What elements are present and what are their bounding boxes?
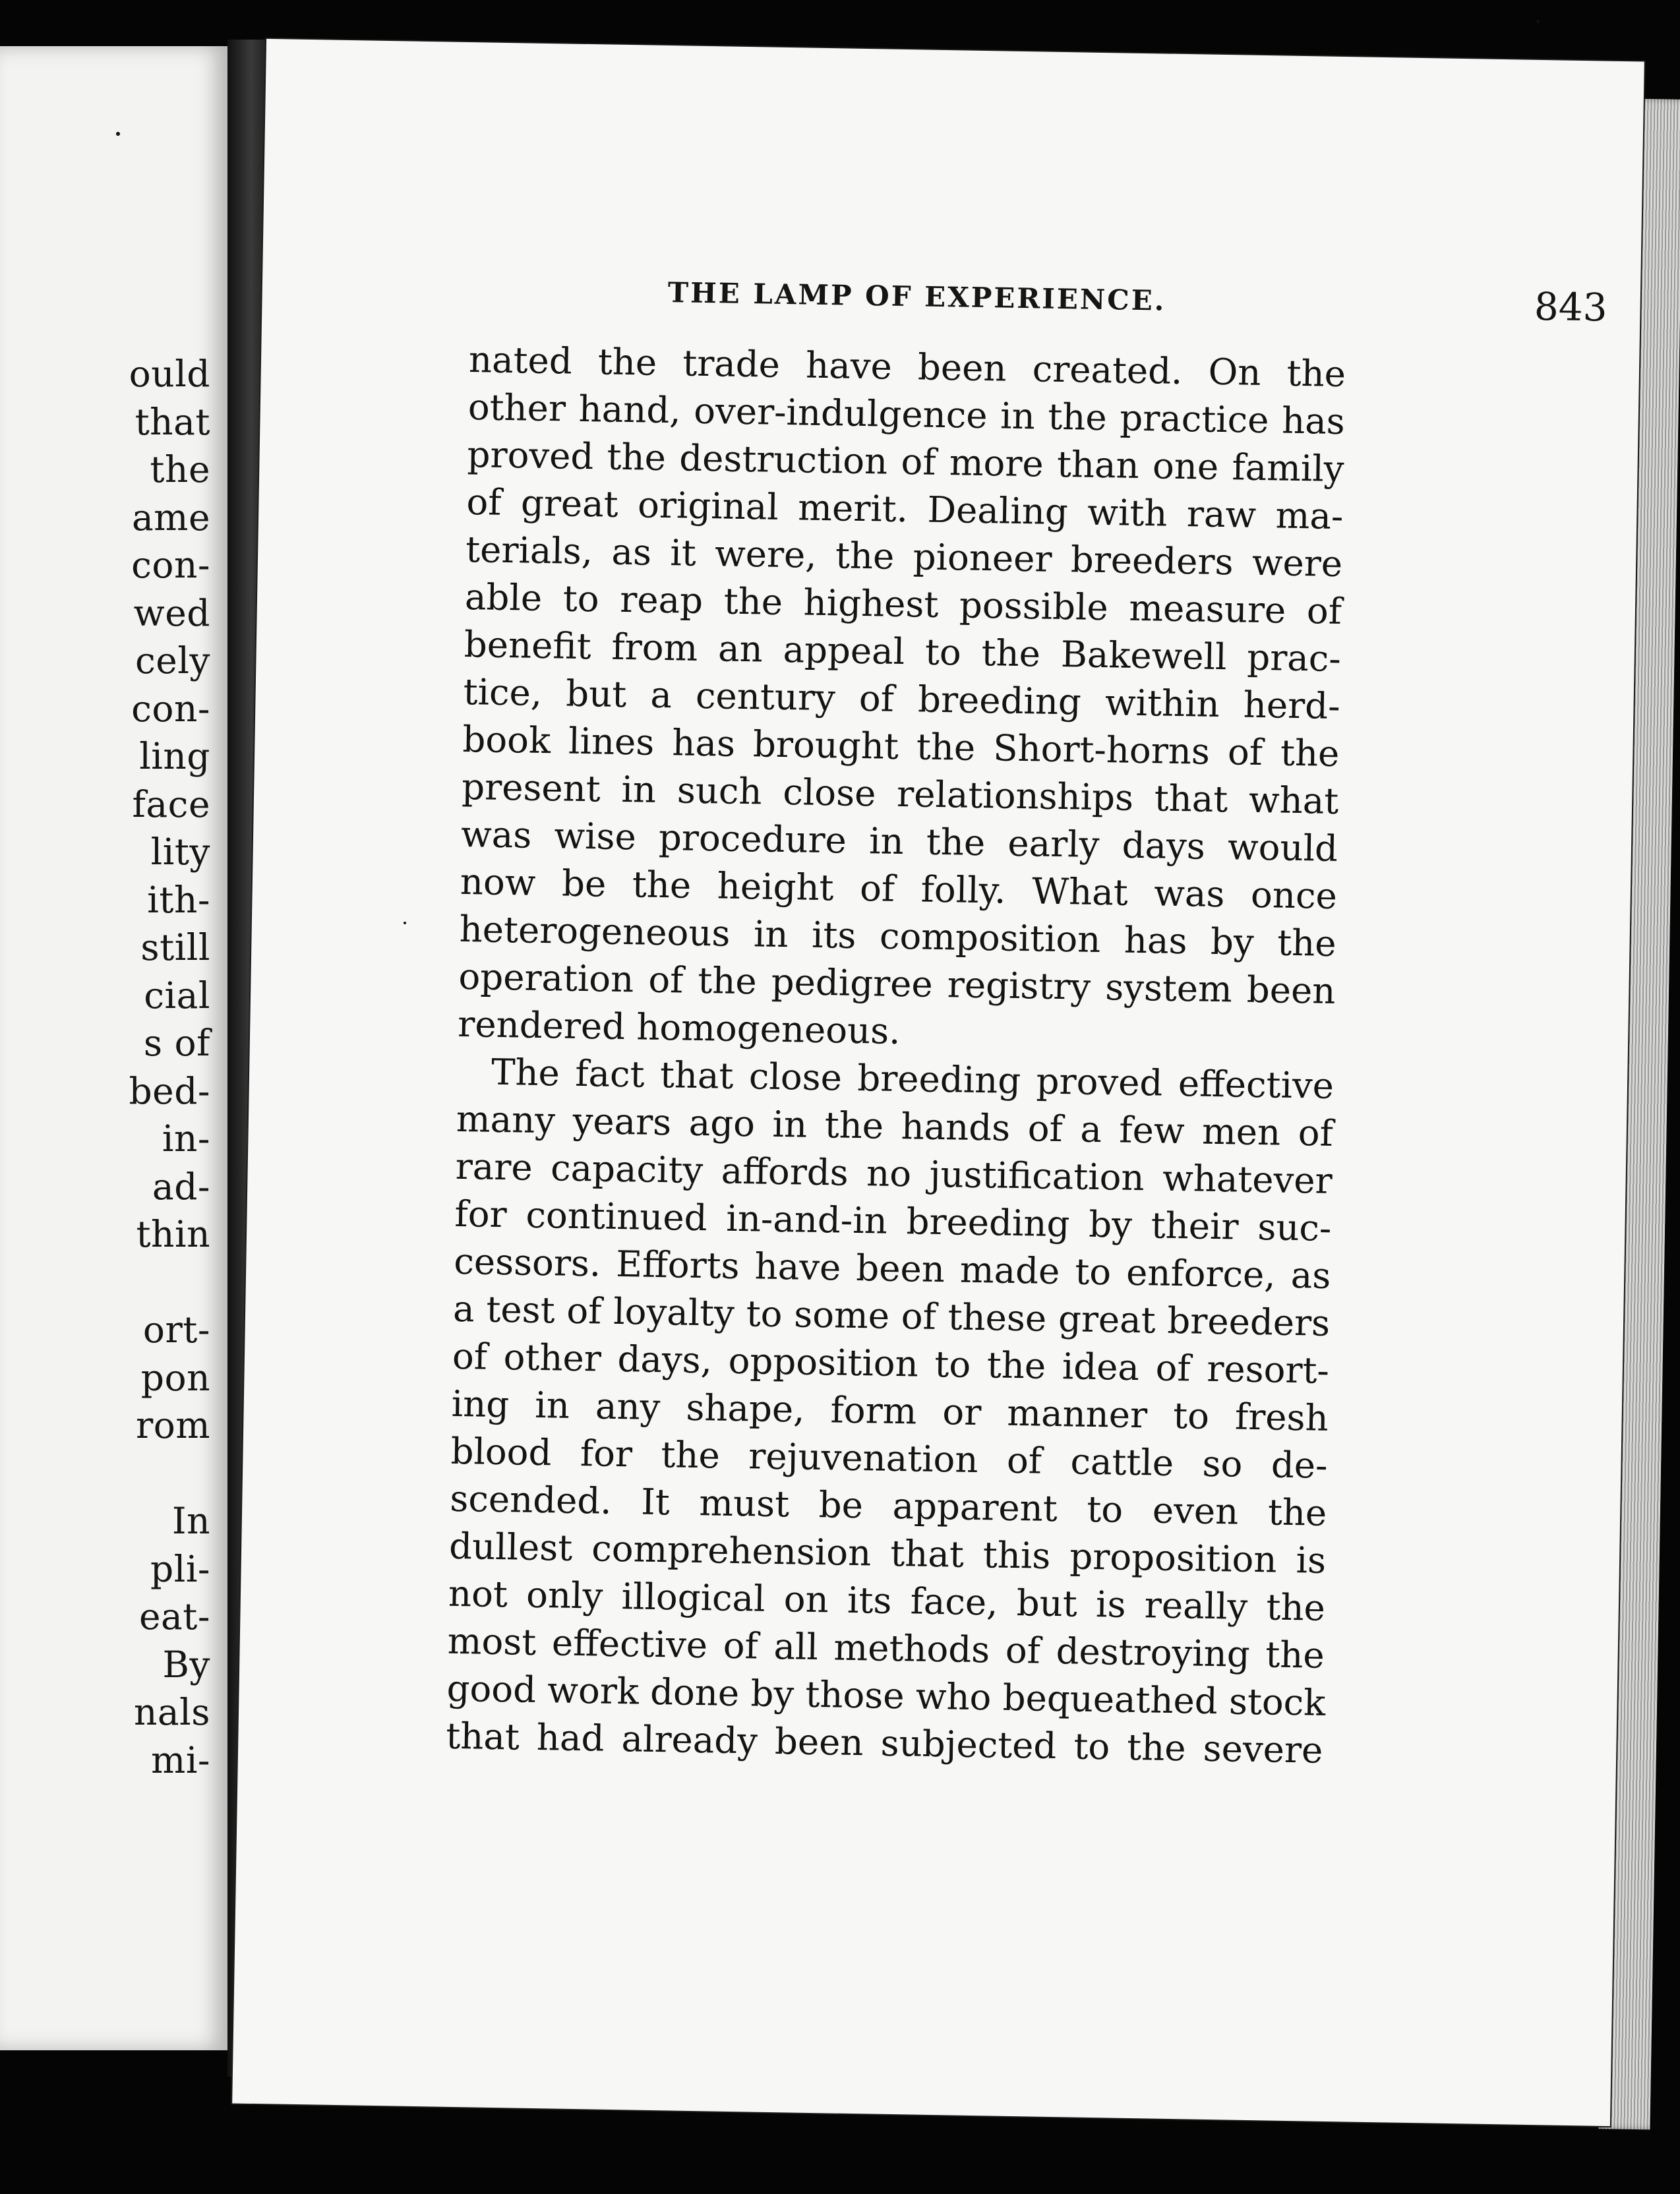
text-line: cessors. Efforts have been made to enforce, as: [453, 1239, 1331, 1297]
left-page-line-fragment: bed-: [129, 1069, 210, 1112]
text-line: nated the trade have been created. On the: [468, 338, 1346, 396]
text-line: able to reap the highest possible measure of: [464, 576, 1342, 633]
left-page-line-fragment: ame: [132, 496, 210, 539]
dust-speck: [1536, 20, 1540, 23]
left-page-line-fragment: cely: [135, 639, 210, 682]
left-page-line-fragment: ad-: [152, 1165, 210, 1208]
left-page-line-fragment: thin: [136, 1213, 210, 1255]
left-page-line-fragment: lity: [150, 831, 210, 873]
text-line: rare capacity affords no justification whatever: [455, 1144, 1333, 1202]
text-line: a test of loyalty to some of these great breeders: [452, 1287, 1331, 1344]
left-page-line-fragment: nals: [133, 1691, 210, 1733]
text-line: many years ago in the hands of a few men of: [456, 1097, 1334, 1154]
text-line: proved the destruction of more than one family: [467, 433, 1345, 490]
text-line: terials, as it were, the pioneer breeders were: [465, 528, 1343, 585]
text-line: for continued in-and-in breeding by their suc-: [454, 1192, 1332, 1249]
text-line: dullest comprehension that this proposition is: [448, 1524, 1327, 1582]
text-line: book lines has brought the Short-horns of the: [462, 717, 1340, 775]
text-line: not only illogical on its face, but is really the: [448, 1572, 1326, 1629]
text-line: scended. It must be apparent to even the: [449, 1477, 1327, 1534]
paragraph: [458, 336, 1346, 1062]
dust-speck: [404, 922, 406, 924]
dust-speck: [116, 132, 120, 136]
left-page-line-fragment: con-: [131, 687, 210, 730]
left-page-line-fragment: ith-: [147, 878, 210, 921]
text-line: of great original merit. Dealing with raw ma-: [465, 481, 1344, 538]
left-page-line-fragment: in-: [162, 1117, 210, 1160]
left-page-line-fragment: ould: [129, 353, 210, 395]
left-page-line-fragment: s of: [143, 1022, 210, 1064]
text-line: most effective of all methods of destroying the: [447, 1619, 1325, 1676]
text-line: benefit from an appeal to the Bakewell prac-: [464, 622, 1342, 680]
right-page: [232, 39, 1644, 2126]
text-line: rendered homogeneous.: [457, 1002, 901, 1053]
left-page-line-fragment: pli-: [150, 1547, 210, 1590]
running-head-title: THE LAMP OF EXPERIENCE.: [667, 276, 1166, 317]
text-line: ing in any shape, form or manner to fresh: [451, 1382, 1329, 1439]
left-page-line-fragment: the: [150, 448, 210, 490]
left-page-line-fragment: ling: [139, 735, 210, 777]
text-line: heterogeneous in its composition has by the: [459, 907, 1337, 964]
left-page-line-fragment: con-: [131, 544, 210, 586]
text-line: that had already been subjected to the severe: [445, 1714, 1323, 1771]
left-page-line-fragment: wed: [133, 591, 210, 634]
left-page-line-fragment: pon: [140, 1356, 210, 1399]
left-page-line-fragment: By: [162, 1643, 210, 1686]
left-page-line-fragment: that: [135, 400, 210, 443]
page-number: 843: [1534, 283, 1608, 330]
text-line: was wise procedure in the early days would: [460, 812, 1338, 870]
running-head: [667, 270, 1607, 338]
text-line: of other days, opposition to the idea of resort-: [452, 1334, 1330, 1392]
left-page-line-fragment: face: [132, 783, 210, 825]
text-line: operation of the pedigree registry system been: [458, 955, 1336, 1012]
text-line: blood for the rejuvenation of cattle so de-: [450, 1429, 1328, 1487]
body-text: [446, 336, 1346, 1774]
left-page-line-fragment: ort-: [142, 1309, 210, 1351]
left-page-line-fragment: In: [171, 1500, 210, 1542]
left-page-line-fragment: eat-: [138, 1595, 210, 1638]
text-line: tice, but a century of breeding within herd-: [463, 670, 1341, 728]
left-page-line-fragment: cial: [144, 974, 210, 1017]
text-line: now be the height of folly. What was once: [460, 860, 1338, 917]
left-page-line-fragment: rom: [135, 1404, 210, 1446]
text-line: present in such close relationships that what: [461, 765, 1339, 823]
left-page-line-fragment: mi-: [151, 1738, 210, 1781]
left-facing-page: [0, 46, 227, 2050]
paragraph: [446, 1048, 1335, 1774]
left-page-line-fragment: still: [140, 926, 210, 968]
text-line: good work done by those who bequeathed stock: [446, 1667, 1326, 1724]
text-line: other hand, over-indulgence in the practice has: [467, 386, 1346, 443]
text-line: The fact that close breeding proved effective: [491, 1050, 1335, 1107]
